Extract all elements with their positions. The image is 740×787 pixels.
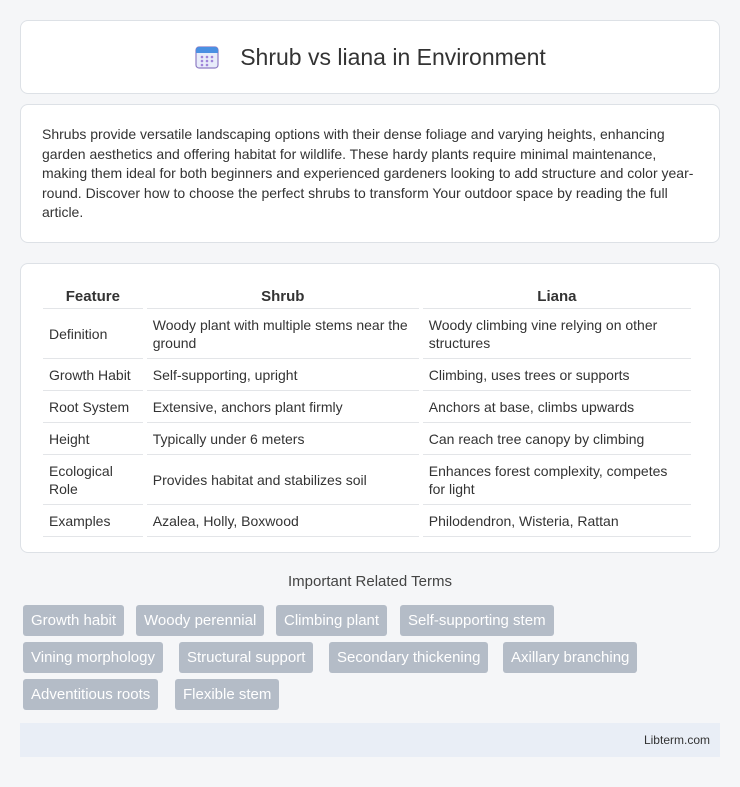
table-cell: Definition: [43, 309, 143, 359]
term-tag[interactable]: Climbing plant: [276, 605, 387, 636]
table-cell: Can reach tree canopy by climbing: [423, 423, 691, 455]
table-cell: Ecological Role: [43, 455, 143, 505]
page-title: Shrub vs liana in Environment: [240, 43, 546, 70]
column-header-liana: Liana: [423, 284, 691, 309]
term-tag[interactable]: Structural support: [179, 642, 313, 673]
term-tag[interactable]: Secondary thickening: [329, 642, 488, 673]
intro-text: Shrubs provide versatile landscaping options with their dense foliage and varying heights, enhancing garden aesthetics and offering habitat for wildlife. These hardy plants require minimal maintenance, making them ideal for both beginners and experienced gardeners looking to add structure and color year-round. Discover how to choose the perfect shrubs to transform Your outdoor space by reading the full article.: [42, 126, 694, 221]
table-cell: Typically under 6 meters: [147, 423, 419, 455]
table-header-row: [43, 284, 691, 309]
table-cell: Woody climbing vine relying on other structures: [423, 309, 691, 359]
term-tag[interactable]: Adventitious roots: [23, 679, 158, 710]
table-row: [43, 423, 691, 455]
term-tag[interactable]: Vining morphology: [23, 642, 163, 673]
column-header-shrub: Shrub: [147, 284, 419, 309]
calendar-icon: [194, 44, 220, 70]
comparison-card: [20, 263, 720, 553]
related-terms-heading: Important Related Terms: [288, 573, 452, 590]
column-header-feature: Feature: [43, 284, 143, 309]
table-cell: Height: [43, 423, 143, 455]
table-cell: Self-supporting, upright: [147, 359, 419, 391]
table-row: [43, 455, 691, 505]
table-cell: Azalea, Holly, Boxwood: [147, 505, 419, 537]
footer-site-link[interactable]: Libterm.com: [643, 733, 710, 747]
table-cell: Growth Habit: [43, 359, 143, 391]
table-row: [43, 309, 691, 359]
footer: [20, 723, 720, 757]
term-tag[interactable]: Woody perennial: [136, 605, 264, 636]
table-cell: Anchors at base, climbs upwards: [423, 391, 691, 423]
table-row: [43, 391, 691, 423]
term-tag[interactable]: Axillary branching: [503, 642, 637, 673]
table-cell: Extensive, anchors plant firmly: [147, 391, 419, 423]
table-cell: Enhances forest complexity, competes for light: [423, 455, 691, 505]
table-cell: Philodendron, Wisteria, Rattan: [423, 505, 691, 537]
table-row: [43, 359, 691, 391]
table-cell: Climbing, uses trees or supports: [423, 359, 691, 391]
comparison-table: [39, 284, 695, 537]
term-tag[interactable]: Self-supporting stem: [400, 605, 554, 636]
intro-card: [20, 104, 720, 243]
table-cell: Woody plant with multiple stems near the ground: [147, 309, 419, 359]
table-cell: Provides habitat and stabilizes soil: [147, 455, 419, 505]
table-cell: Examples: [43, 505, 143, 537]
term-tag[interactable]: Growth habit: [23, 605, 124, 636]
term-tag[interactable]: Flexible stem: [175, 679, 279, 710]
table-cell: Root System: [43, 391, 143, 423]
header-card: [20, 20, 720, 94]
table-row: [43, 505, 691, 537]
